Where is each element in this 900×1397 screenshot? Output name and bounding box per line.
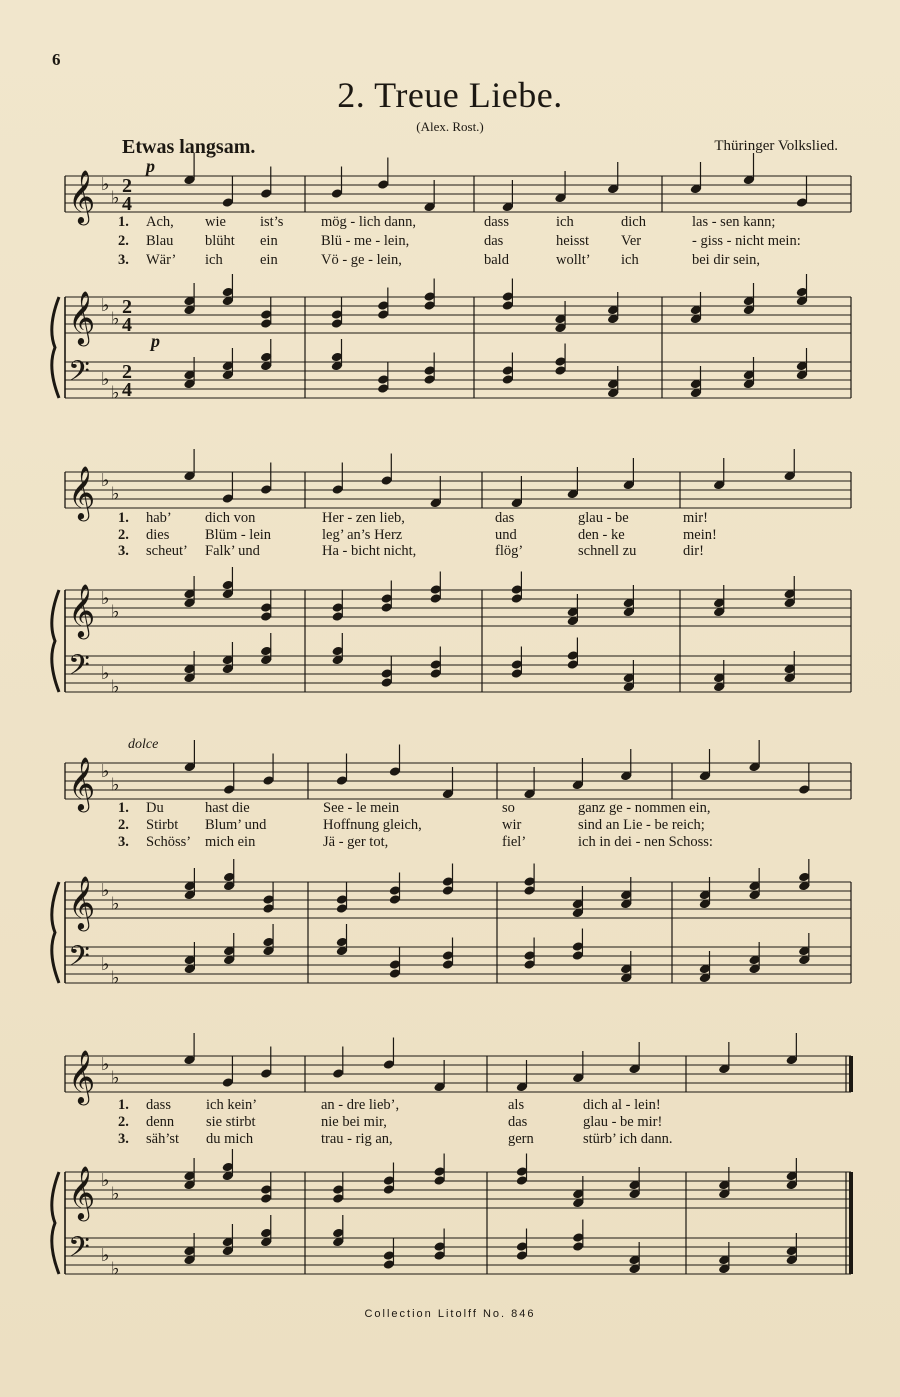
treble-clef-icon: 𝄞 [68, 290, 96, 344]
verse-number: 1. [118, 510, 129, 526]
treble-clef-icon: 𝄞 [68, 583, 96, 637]
lyric-syllable: ich kein’ [206, 1097, 258, 1113]
flat-icon: ♭ [101, 1054, 110, 1075]
lyric-syllable: mir! [683, 510, 708, 526]
lyric-syllable: den - ke [578, 527, 625, 543]
flat-icon: ♭ [101, 369, 110, 390]
voice-staff [65, 1056, 851, 1092]
lyric-syllable: Schöss’ [146, 834, 192, 850]
lyricist: (Alex. Rost.) [416, 119, 484, 134]
lyric-syllable: dich al - lein! [583, 1097, 661, 1113]
lyric-syllable: das [484, 233, 504, 249]
lyric-syllable: als [508, 1097, 525, 1113]
piano-brace-icon [52, 297, 59, 398]
flat-icon: ♭ [111, 187, 120, 209]
lyric-syllable: dir! [683, 543, 704, 559]
lyric-syllable: ein [260, 252, 278, 268]
lyric-syllable: ist’s [260, 214, 284, 230]
lyric-syllable: bei dir sein, [692, 252, 761, 268]
time-signature-digit: 2 [122, 361, 132, 383]
dynamic-piano-piano: p [151, 331, 160, 351]
flat-icon: ♭ [101, 470, 110, 491]
staff-lines [52, 169, 851, 1280]
lyric-syllable: dich von [205, 510, 256, 526]
lyric-syllable: Jä - ger tot, [323, 834, 389, 850]
verse-number: 2. [118, 817, 129, 833]
lyric-syllable: fiel’ [502, 834, 527, 850]
piano-treble-staff [65, 1172, 851, 1208]
flat-icon: ♭ [101, 588, 110, 609]
dynamic-piano-voice: p [146, 156, 155, 176]
lyric-syllable: Du [146, 800, 164, 816]
flat-icon: ♭ [111, 774, 120, 796]
lyric-syllable: Ha - bicht nicht, [322, 543, 417, 559]
voice-staff [65, 176, 851, 212]
dolce-marking: dolce [128, 737, 159, 752]
flat-icon: ♭ [111, 483, 120, 505]
flat-icon: ♭ [111, 1258, 120, 1280]
lyric-syllable: Blum’ und [205, 817, 267, 833]
verse-number: 3. [118, 252, 129, 268]
flat-icon: ♭ [101, 1245, 110, 1266]
lyric-syllable: las - sen kann; [692, 214, 776, 230]
lyric-syllable: dass [146, 1097, 171, 1113]
piano-brace-icon [52, 1172, 59, 1274]
lyric-syllable: bald [484, 252, 509, 268]
page-number: 6 [52, 50, 61, 69]
piano-bass-staff [65, 1238, 851, 1274]
lyric-syllable: wollt’ [556, 252, 591, 268]
piano-treble-staff [65, 297, 851, 333]
lyric-syllable: - giss - nicht mein: [692, 233, 801, 249]
lyric-syllable: säh’st [146, 1131, 180, 1147]
lyric-syllable: sie stirbt [206, 1114, 256, 1130]
verse-number: 2. [118, 1114, 129, 1130]
lyric-syllable: das [508, 1114, 528, 1130]
lyric-syllable: ich [205, 252, 223, 268]
lyric-syllable: Vö - ge - lein, [321, 252, 402, 268]
lyric-syllable: hab’ [146, 510, 172, 526]
flat-icon: ♭ [101, 954, 110, 975]
lyric-syllable: Blau [146, 233, 174, 249]
flat-icon: ♭ [111, 893, 120, 915]
lyric-syllable: glau - be [578, 510, 629, 526]
lyric-syllable: trau - rig an, [321, 1131, 393, 1147]
flat-icon: ♭ [101, 761, 110, 782]
verse-number: 3. [118, 1131, 129, 1147]
lyric-syllable: Ach, [146, 214, 174, 230]
lyric-syllable: Falk’ und [205, 543, 260, 559]
lyric-syllable: Hoffnung gleich, [323, 817, 422, 833]
lyric-syllable: blüht [205, 233, 235, 249]
lyric-syllable: ich [556, 214, 574, 230]
flat-icon: ♭ [111, 967, 120, 989]
lyric-syllable: Blü - me - lein, [321, 233, 410, 249]
verse-number: 1. [118, 214, 129, 230]
lyric-syllable: heisst [556, 233, 590, 249]
lyric-syllable: stürb’ ich dann. [583, 1131, 673, 1147]
lyric-syllable: mein! [683, 527, 717, 543]
time-signature-digit: 2 [122, 175, 132, 197]
bass-clef-icon: 𝄢 [68, 1231, 90, 1271]
flat-icon: ♭ [101, 295, 110, 316]
lyric-syllable: wir [502, 817, 522, 833]
lyric-syllable: ganz ge - nommen ein, [578, 800, 711, 816]
flat-icon: ♭ [111, 1183, 120, 1205]
lyric-syllable: ein [260, 233, 278, 249]
treble-clef-icon: 𝄞 [68, 169, 96, 223]
piano-bass-staff [65, 362, 851, 398]
verse-number: 1. [118, 1097, 129, 1113]
piano-bass-staff [65, 947, 851, 983]
voice-staff [65, 763, 851, 799]
verse-number: 2. [118, 527, 129, 543]
lyric-syllable: du mich [206, 1131, 254, 1147]
lyric-syllable: hast die [205, 800, 250, 816]
song-title: 2. Treue Liebe. [337, 75, 563, 115]
lyric-syllable: und [495, 527, 517, 543]
treble-clef-icon: 𝄞 [68, 1049, 96, 1103]
time-signature-digit: 4 [122, 379, 132, 401]
piano-brace-icon [52, 882, 59, 983]
flat-icon: ♭ [101, 880, 110, 901]
time-signature-digit: 4 [122, 193, 132, 215]
lyric-syllable: Wär’ [146, 252, 177, 268]
verse-number: 1. [118, 800, 129, 816]
lyric-syllable: Ver [621, 233, 642, 249]
flat-icon: ♭ [101, 1170, 110, 1191]
lyric-syllable: glau - be mir! [583, 1114, 663, 1130]
bass-clef-icon: 𝄢 [68, 355, 90, 395]
lyric-syllable: ich in dei - nen Schoss: [578, 834, 713, 850]
lyric-syllable: sind an Lie - be reich; [578, 817, 705, 833]
lyric-syllable: wie [205, 214, 226, 230]
lyric-syllable: Stirbt [146, 817, 179, 833]
voice-staff [65, 472, 851, 508]
notes [183, 153, 810, 1274]
lyric-syllable: gern [508, 1131, 534, 1147]
lyric-syllable: See - le mein [323, 800, 400, 816]
lyric-syllable: dass [484, 214, 509, 230]
time-signature-digit: 2 [122, 296, 132, 318]
flat-icon: ♭ [101, 663, 110, 684]
flat-icon: ♭ [111, 676, 120, 698]
lyric-syllable: an - dre lieb’, [321, 1097, 400, 1113]
lyric-syllable: scheut’ [146, 543, 188, 559]
lyric-syllable: das [495, 510, 515, 526]
piano-brace-icon [52, 590, 59, 692]
bass-clef-icon: 𝄢 [68, 649, 90, 689]
lyric-syllable: dies [146, 527, 170, 543]
treble-clef-icon: 𝄞 [68, 875, 96, 929]
collection-footer: Collection Litolff No. 846 [364, 1308, 536, 1320]
flat-icon: ♭ [111, 308, 120, 330]
flat-icon: ♭ [111, 382, 120, 404]
verse-number: 3. [118, 834, 129, 850]
bass-clef-icon: 𝄢 [68, 940, 90, 980]
flat-icon: ♭ [101, 174, 110, 195]
treble-clef-icon: 𝄞 [68, 465, 96, 519]
lyric-syllable: nie bei mir, [321, 1114, 387, 1130]
lyric-syllable: Blüm - lein [205, 527, 272, 543]
verse-number: 2. [118, 233, 129, 249]
composer-credit: Thüringer Volkslied. [714, 138, 838, 154]
treble-clef-icon: 𝄞 [68, 756, 96, 810]
piano-treble-staff [65, 590, 851, 626]
tempo-marking: Etwas langsam. [122, 136, 256, 158]
lyric-syllable: schnell zu [578, 543, 637, 559]
lyric-syllable: flög’ [495, 543, 524, 559]
verse-number: 3. [118, 543, 129, 559]
flat-icon: ♭ [111, 1067, 120, 1089]
lyric-syllable: denn [146, 1114, 175, 1130]
lyric-syllable: ich [621, 252, 639, 268]
piano-bass-staff [65, 656, 851, 692]
lyric-syllable: dich [621, 214, 646, 230]
piano-treble-staff [65, 882, 851, 918]
treble-clef-icon: 𝄞 [68, 1165, 96, 1219]
time-signature-digit: 4 [122, 314, 132, 336]
lyric-syllable: mich ein [205, 834, 256, 850]
lyric-syllable: so [502, 800, 515, 816]
flat-icon: ♭ [111, 601, 120, 623]
lyric-syllable: leg’ an’s Herz [322, 527, 403, 543]
lyric-syllable: mög - lich dann, [321, 214, 417, 230]
lyric-syllable: Her - zen lieb, [322, 510, 405, 526]
